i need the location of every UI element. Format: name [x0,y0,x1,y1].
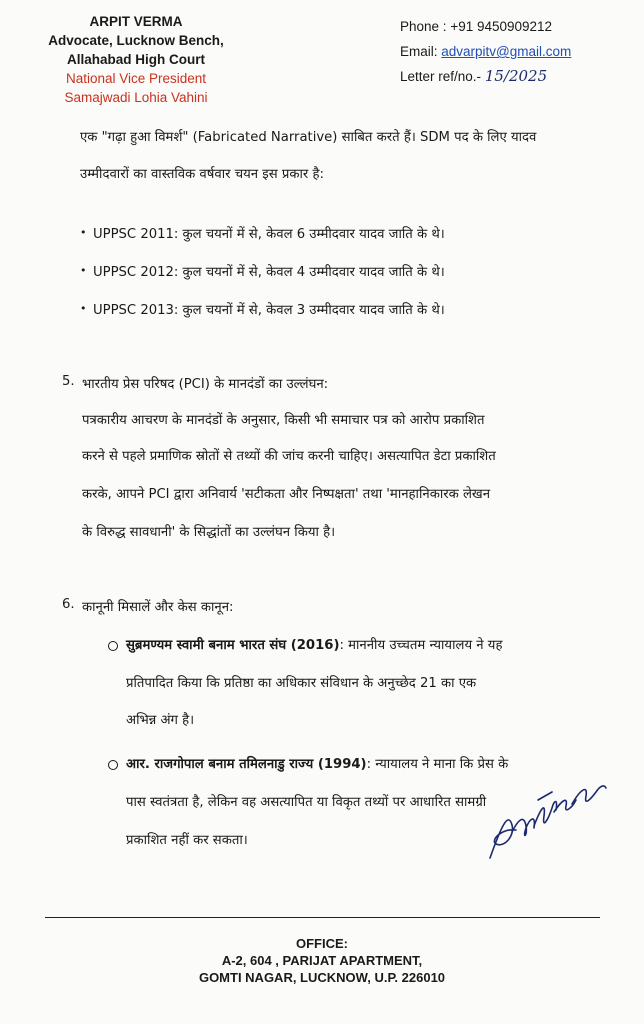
advocate-title: Advocate, Lucknow Bench, [48,33,224,48]
letterhead-right [400,14,630,89]
list-item: UPPSC 2011: कुल चयनों में से, केवल 6 उम्मीदवार यादव जाति के थे। [93,227,445,242]
bullet-dot: • [80,226,87,239]
party-position: National Vice President [65,71,207,86]
email-link[interactable]: advarpitv@gmail.com [441,44,572,59]
case-title: सुब्रमण्यम स्वामी बनाम भारत संघ (2016) [126,638,340,653]
case-line: अभिन्न अंग है। [126,713,195,728]
circle-bullet-icon [108,641,118,651]
footer-office [0,935,644,986]
case-year: (1994) [313,757,367,772]
list-item: UPPSC 2013: कुल चयनों में से, केवल 3 उम्मीदवार यादव जाति के थे। [93,303,445,318]
office-address-line: GOMTI NAGAR, LUCKNOW, U.P. 226010 [198,970,446,985]
reference-number: 15/2025 [484,67,548,85]
case-line: पास स्वतंत्रता है, लेकिन वह असत्यापित या विकृत तथ्यों पर आधारित सामग्री [126,795,487,810]
paragraph-line: पत्रकारीय आचरण के मानदंडों के अनुसार, किसी भी समाचार पत्र को आरोप प्रकाशित [82,413,485,428]
email-row [400,39,630,64]
paragraph-line: के विरुद्ध सावधानी' के सिद्धांतों का उल्लंघन किया है। [82,525,336,540]
circle-bullet-icon [108,760,118,770]
section-heading: कानूनी मिसालें और केस कानून: [82,600,234,615]
phone-number: +91 9450909212 [450,19,553,34]
bullet-dot: • [80,302,87,315]
section-number: 5. [62,374,75,389]
case-line: प्रतिपादित किया कि प्रतिष्ठा का अधिकार संविधान के अनुच्छेद 21 का एक [126,676,477,691]
letterhead-left [36,12,236,107]
court-name: Allahabad High Court [67,52,205,67]
case-citation [126,635,502,653]
intro-line: उम्मीदवारों का वास्तविक वर्षवार चयन इस प्रकार है: [80,167,324,182]
organization-name: Samajwadi Lohia Vahini [64,90,208,105]
section-number: 6. [62,597,75,612]
intro-line: एक "गढ़ा हुआ विमर्श" (Fabricated Narrative) साबित करते हैं। SDM पद के लिए यादव [80,130,537,145]
case-citation [126,754,508,772]
paragraph-line: करने से पहले प्रमाणिक स्रोतों से तथ्यों की जांच करनी चाहिए। असत्यापित डेटा प्रकाशित [82,449,496,464]
phone-label: Phone : [400,19,447,34]
paragraph-line: करके, आपने PCI द्वारा अनिवार्य 'सटीकता और निष्पक्षता' तथा 'मानहानिकारक लेखन [82,487,491,502]
section-heading: भारतीय प्रेस परिषद (PCI) के मानदंडों का उल्लंघन: [82,377,329,392]
case-summary: : माननीय उच्चतम न्यायालय ने यह [339,638,503,653]
office-address-line: A-2, 604 , PARIJAT APARTMENT, [221,953,423,968]
email-label: Email: [400,44,438,59]
case-line: प्रकाशित नहीं कर सकता। [126,833,248,848]
case-summary: : न्यायालय ने माना कि प्रेस के [366,757,509,772]
signature-image [482,770,612,865]
reference-row [400,64,630,89]
case-title: आर. राजगोपाल बनाम तमिलनाडु राज्य [126,757,314,772]
phone-row [400,14,630,39]
bullet-dot: • [80,264,87,277]
footer-divider [45,917,600,918]
reference-label: Letter ref/no.- [400,69,482,84]
office-label: OFFICE: [296,936,348,951]
list-item: UPPSC 2012: कुल चयनों में से, केवल 4 उम्मीदवार यादव जाति के थे। [93,265,445,280]
advocate-name: ARPIT VERMA [89,14,183,29]
